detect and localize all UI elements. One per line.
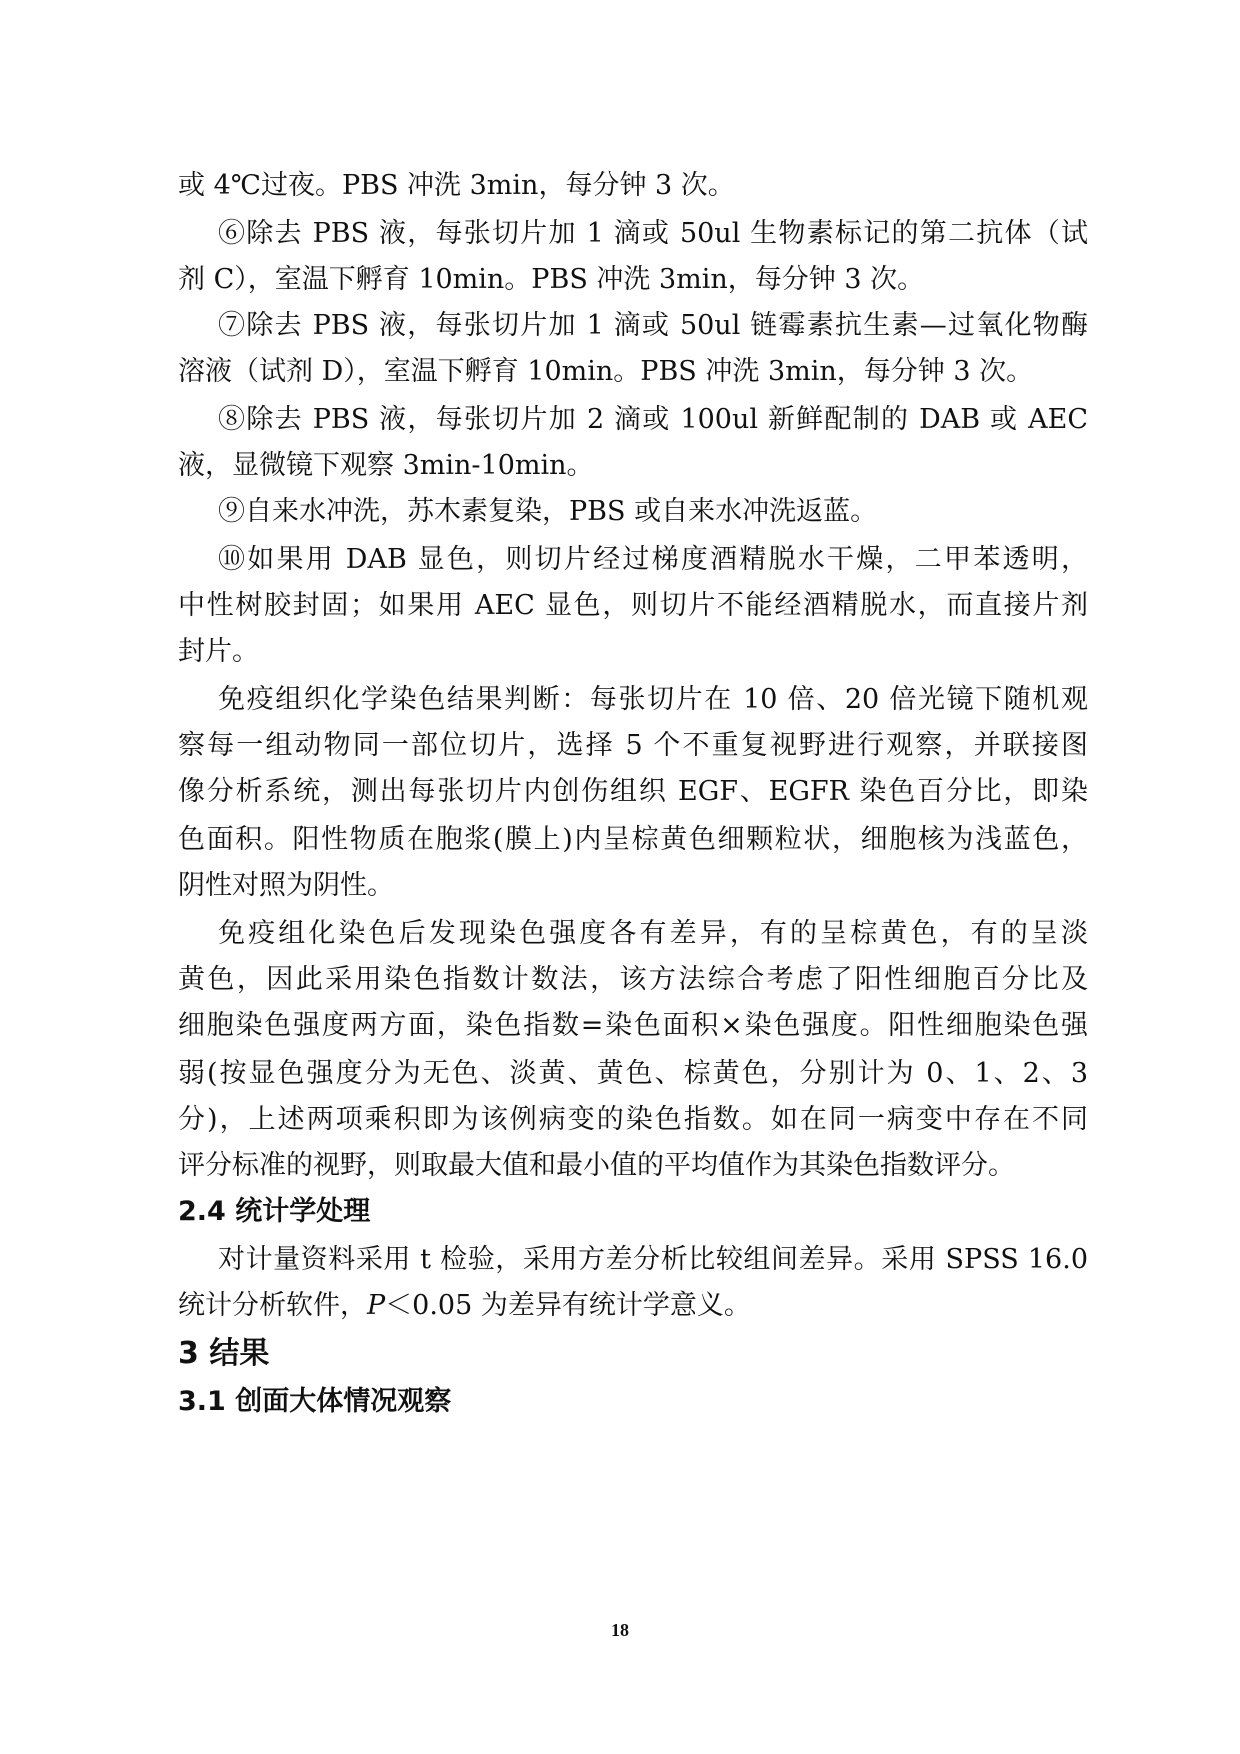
text-segment: ＜0.05 为差异有统计学意义。 (385, 1290, 751, 1321)
text-line: ⑩如果用 DAB 显色，则切片经过梯度酒精脱水干燥，二甲苯透明， (218, 544, 1088, 575)
text-line: 免疫组化染色后发现染色强度各有差异，有的呈棕黄色，有的呈淡 (218, 918, 1088, 949)
page-number: 18 (611, 1620, 629, 1640)
text-line: 分)，上述两项乘积即为该例病变的染色指数。如在同一病变中存在不同 (178, 1104, 1088, 1135)
text-line: 液，显微镜下观察 3min-10min。 (178, 450, 594, 481)
text-line: 弱(按显色强度分为无色、淡黄、黄色、棕黄色，分别计为 0、1、2、3 (178, 1058, 1088, 1089)
text-line: 中性树胶封固；如果用 AEC 显色，则切片不能经酒精脱水，而直接片剂 (178, 590, 1088, 621)
text-line: 阴性对照为阴性。 (178, 870, 394, 901)
text-line: ⑨自来水冲洗，苏木素复染，PBS 或自来水冲洗返蓝。 (218, 496, 878, 527)
text-line: 或 4℃过夜。PBS 冲洗 3min，每分钟 3 次。 (178, 170, 735, 201)
text-line: 黄色，因此采用染色指数计数法，该方法综合考虑了阳性细胞百分比及 (178, 964, 1088, 995)
section-heading-2-4: 2.4 统计学处理 (178, 1196, 371, 1227)
text-line: 评分标准的视野，则取最大值和最小值的平均值作为其染色指数评分。 (178, 1150, 1015, 1181)
text-line: 细胞染色强度两方面，染色指数=染色面积×染色强度。阳性细胞染色强 (178, 1010, 1088, 1041)
text-line: ⑦除去 PBS 液，每张切片加 1 滴或 50ul 链霉素抗生素—过氧化物酶 (218, 310, 1088, 341)
text-line: 剂 C），室温下孵育 10min。PBS 冲洗 3min，每分钟 3 次。 (178, 264, 925, 295)
text-line: 对计量资料采用 t 检验，采用方差分析比较组间差异。采用 SPSS 16.0 (218, 1244, 1088, 1275)
text-segment: 统计分析软件， (178, 1290, 367, 1321)
text-line: 察每一组动物同一部位切片，选择 5 个不重复视野进行观察，并联接图 (178, 730, 1088, 761)
text-line: ⑥除去 PBS 液，每张切片加 1 滴或 50ul 生物素标记的第二抗体（试 (218, 218, 1088, 249)
section-heading-3-1: 3.1 创面大体情况观察 (178, 1386, 452, 1417)
text-line: 色面积。阳性物质在胞浆(膜上)内呈棕黄色细颗粒状，细胞核为浅蓝色， (178, 824, 1088, 855)
section-heading-3: 3 结果 (178, 1336, 270, 1371)
text-line (178, 1284, 1088, 1328)
text-line: 像分析系统，测出每张切片内创伤组织 EGF、EGFR 染色百分比，即染 (178, 776, 1088, 807)
text-line: ⑧除去 PBS 液，每张切片加 2 滴或 100ul 新鲜配制的 DAB 或 AEC (218, 404, 1088, 435)
p-value-symbol: P (367, 1290, 386, 1321)
text-line: 溶液（试剂 D），室温下孵育 10min。PBS 冲洗 3min，每分钟 3 次。 (178, 356, 1034, 387)
text-line: 封片。 (178, 636, 259, 667)
text-line: 免疫组织化学染色结果判断：每张切片在 10 倍、20 倍光镜下随机观 (218, 684, 1088, 715)
